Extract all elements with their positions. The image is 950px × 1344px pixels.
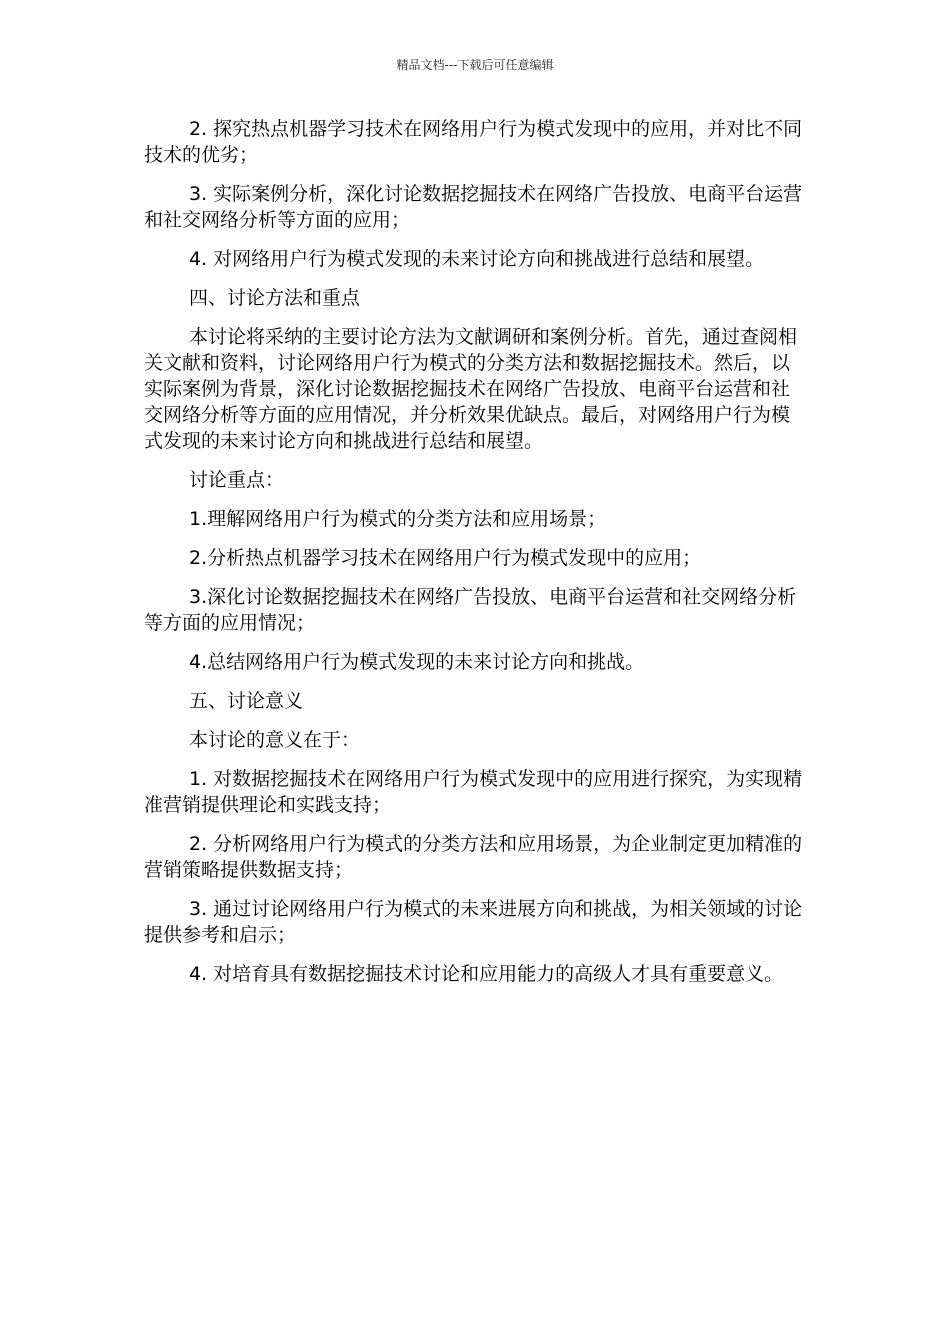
key-point-1: 1.理解网络用户行为模式的分类方法和应用场景； [189, 508, 607, 530]
paragraph-objective-3: 3. 实际案例分析，深化讨论数据挖掘技术在网络广告投放、电商平台运营和社交网络分析等方面的应用； [144, 183, 803, 231]
section-heading-methods: 四、讨论方法和重点 [189, 287, 361, 309]
significance-point-1: 1. 对数据挖掘技术在网络用户行为模式发现中的应用进行探究，为实现精准营销提供理论和实践支持； [144, 768, 803, 816]
key-point-3: 3.深化讨论数据挖掘技术在网络广告投放、电商平台运营和社交网络分析等方面的应用情况； [144, 586, 797, 634]
page-header: 精品文档---下载后可任意编辑 [396, 58, 554, 72]
section-heading-significance: 五、讨论意义 [189, 690, 304, 712]
key-point-4: 4.总结网络用户行为模式发现的未来讨论方向和挑战。 [189, 651, 645, 673]
paragraph-methods: 本讨论将采纳的主要讨论方法为文献调研和案例分析。首先，通过查阅相关文献和资料，讨论网络用户行为模式的分类方法和数据挖掘技术。然后，以实际案例为背景，深化讨论数据挖掘技术在网络广告投放、电商平台运营和社交网络分析等方面的应用情况，并分析效果优缺点。最后，对网络用户行为模式发现的未来讨论方向和挑战进行总结和展望。 [144, 326, 798, 452]
paragraph-objective-4: 4. 对网络用户行为模式发现的未来讨论方向和挑战进行总结和展望。 [189, 248, 765, 270]
significance-point-4: 4. 对培育具有数据挖掘技术讨论和应用能力的高级人才具有重要意义。 [189, 963, 784, 985]
paragraph-objective-2: 2. 探究热点机器学习技术在网络用户行为模式发现中的应用，并对比不同技术的优劣； [144, 118, 803, 166]
paragraph-significance-intro: 本讨论的意义在于： [189, 729, 361, 751]
subheading-key-points: 讨论重点： [189, 469, 285, 491]
key-point-2: 2.分析热点机器学习技术在网络用户行为模式发现中的应用； [189, 547, 702, 569]
significance-point-3: 3. 通过讨论网络用户行为模式的未来进展方向和挑战，为相关领域的讨论提供参考和启示； [144, 898, 803, 946]
document-body [144, 116, 806, 1000]
significance-point-2: 2. 分析网络用户行为模式的分类方法和应用场景，为企业制定更加精准的营销策略提供数据支持； [144, 833, 803, 881]
